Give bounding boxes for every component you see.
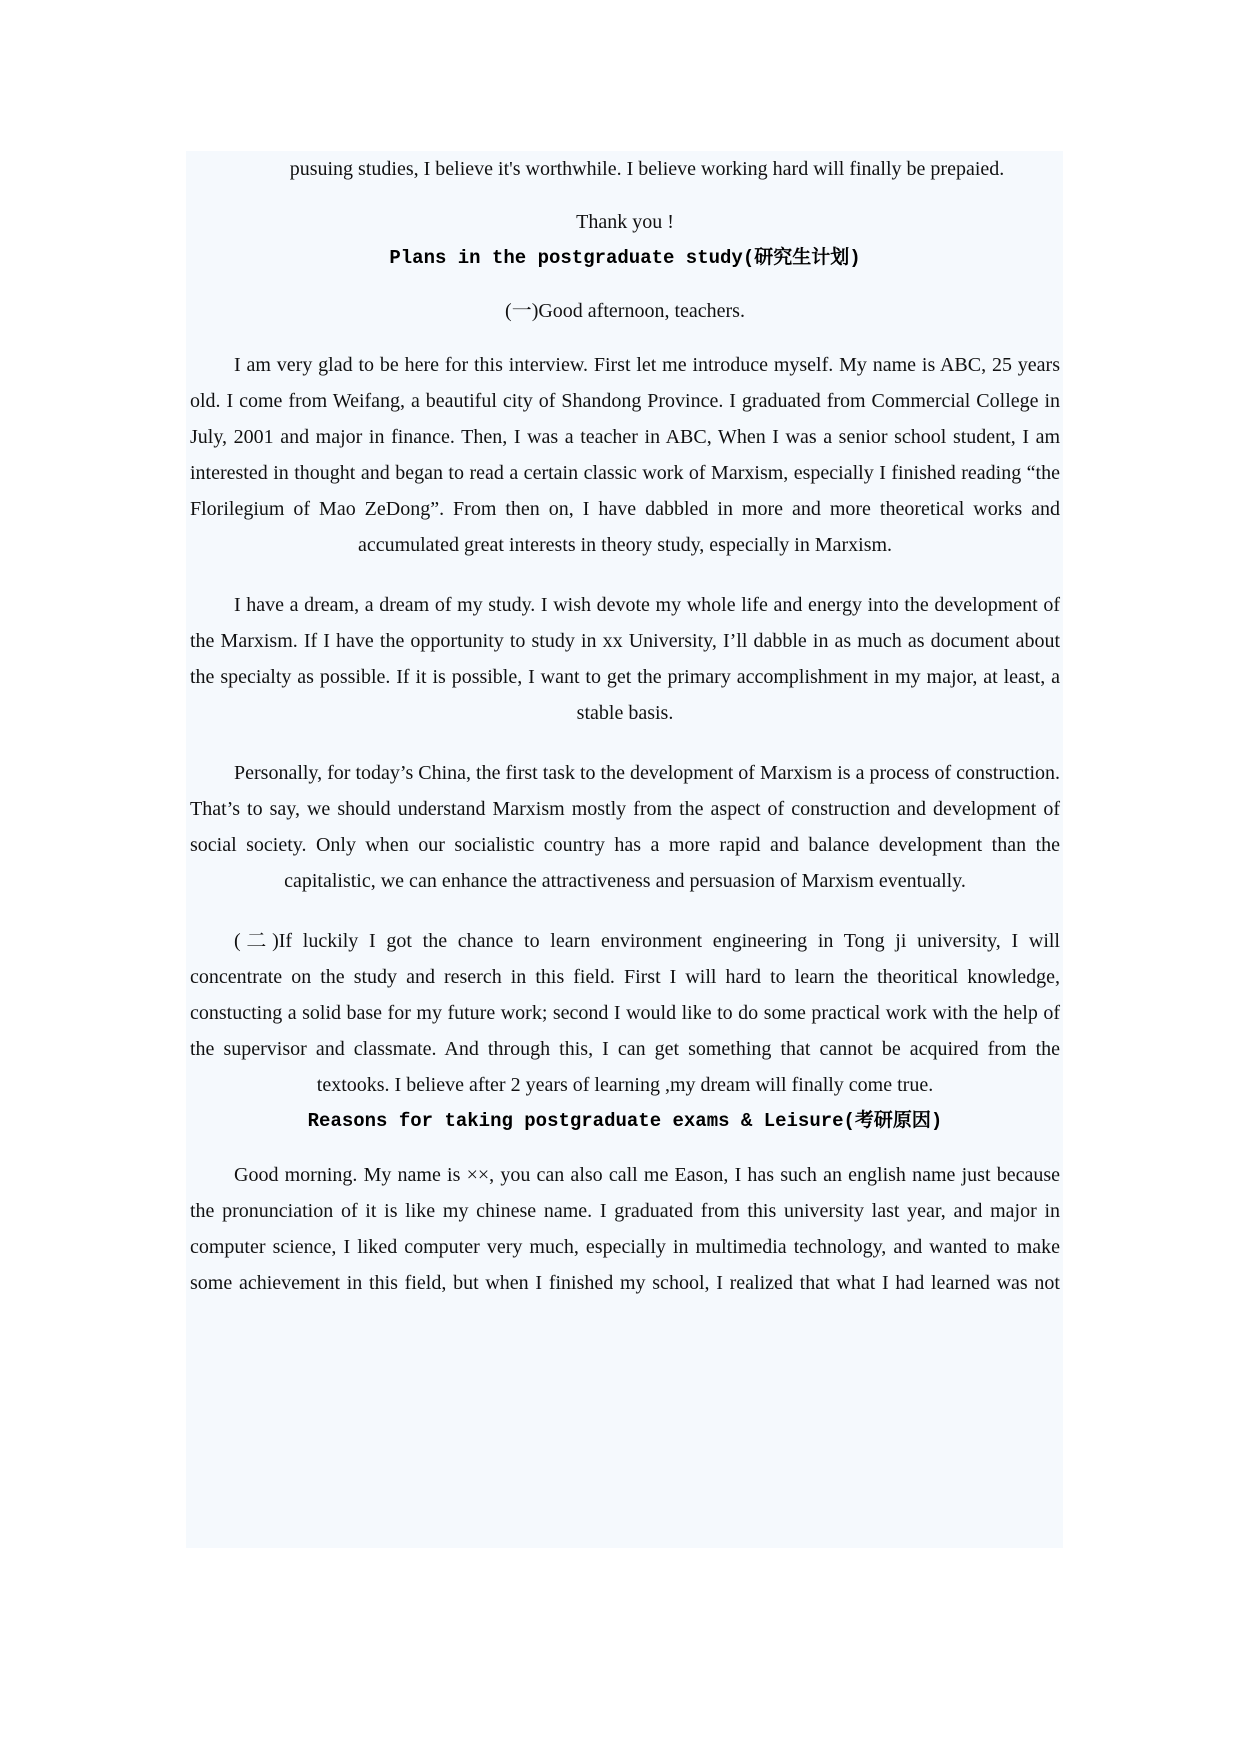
paragraph: I have a dream, a dream of my study. I wish devote my whole life and energy into the development of the Marxism. If I have the opportunity to study in xx University, I’ll dabble in as much as document about the specialty as possible. If it is possible, I want to get the primary accomplishment in my major, at least, a stable basis.: [190, 594, 1060, 724]
section-heading-plans: Plans in the postgraduate study(研究生计划): [389, 247, 861, 269]
paragraph: I am very glad to be here for this interview. First let me introduce myself. My name is ABC, 25 years old. I come from Weifang, a beautiful city of Shandong Province. I graduated from Commercial College in July, 2001 and major in finance. Then, I was a teacher in ABC, When I was a senior school student, I am interested in thought and began to read a certain classic work of Marxism, especially I finished reading “the Florilegium of Mao ZeDong”. From then on, I have dabbled in more and more theoretical works and accumulated great interests in theory study, especially in Marxism.: [190, 354, 1060, 556]
paragraph: Good morning. My name is ××, you can also call me Eason, I has such an english name just because the pronunciation of it is like my chinese name. I graduated from this university last year, and major in computer science, I liked computer very much, especially in multimedia technology, and wanted to make some achievement in this field, but when I finished my school, I realized that what I had learned was not: [190, 1164, 1060, 1294]
greeting-line: (一)Good afternoon, teachers.: [505, 300, 745, 322]
continued-paragraph: pusuing studies, I believe it's worthwhile. I believe working hard will finally be prepaied.: [289, 158, 1005, 180]
section-heading-reasons: Reasons for taking postgraduate exams & Leisure(考研原因): [307, 1110, 943, 1132]
thank-you-line: Thank you !: [576, 211, 674, 233]
paragraph: (二)If luckily I got the chance to learn environment engineering in Tong ji university, I will concentrate on the study and reserch in this field. First I will hard to learn the theoritical knowledge, constucting a solid base for my future work; second I would like to do some practical work with the help of the supervisor and classmate. And through this, I can get something that cannot be acquired from the textooks. I believe after 2 years of learning ,my dream will finally come true.: [190, 930, 1060, 1096]
document-page: [186, 151, 1063, 1548]
paragraph: Personally, for today’s China, the first task to the development of Marxism is a process of construction. That’s to say, we should understand Marxism mostly from the aspect of construction and development of social society. Only when our socialistic country has a more rapid and balance development than the capitalistic, we can enhance the attractiveness and persuasion of Marxism eventually.: [190, 762, 1060, 892]
